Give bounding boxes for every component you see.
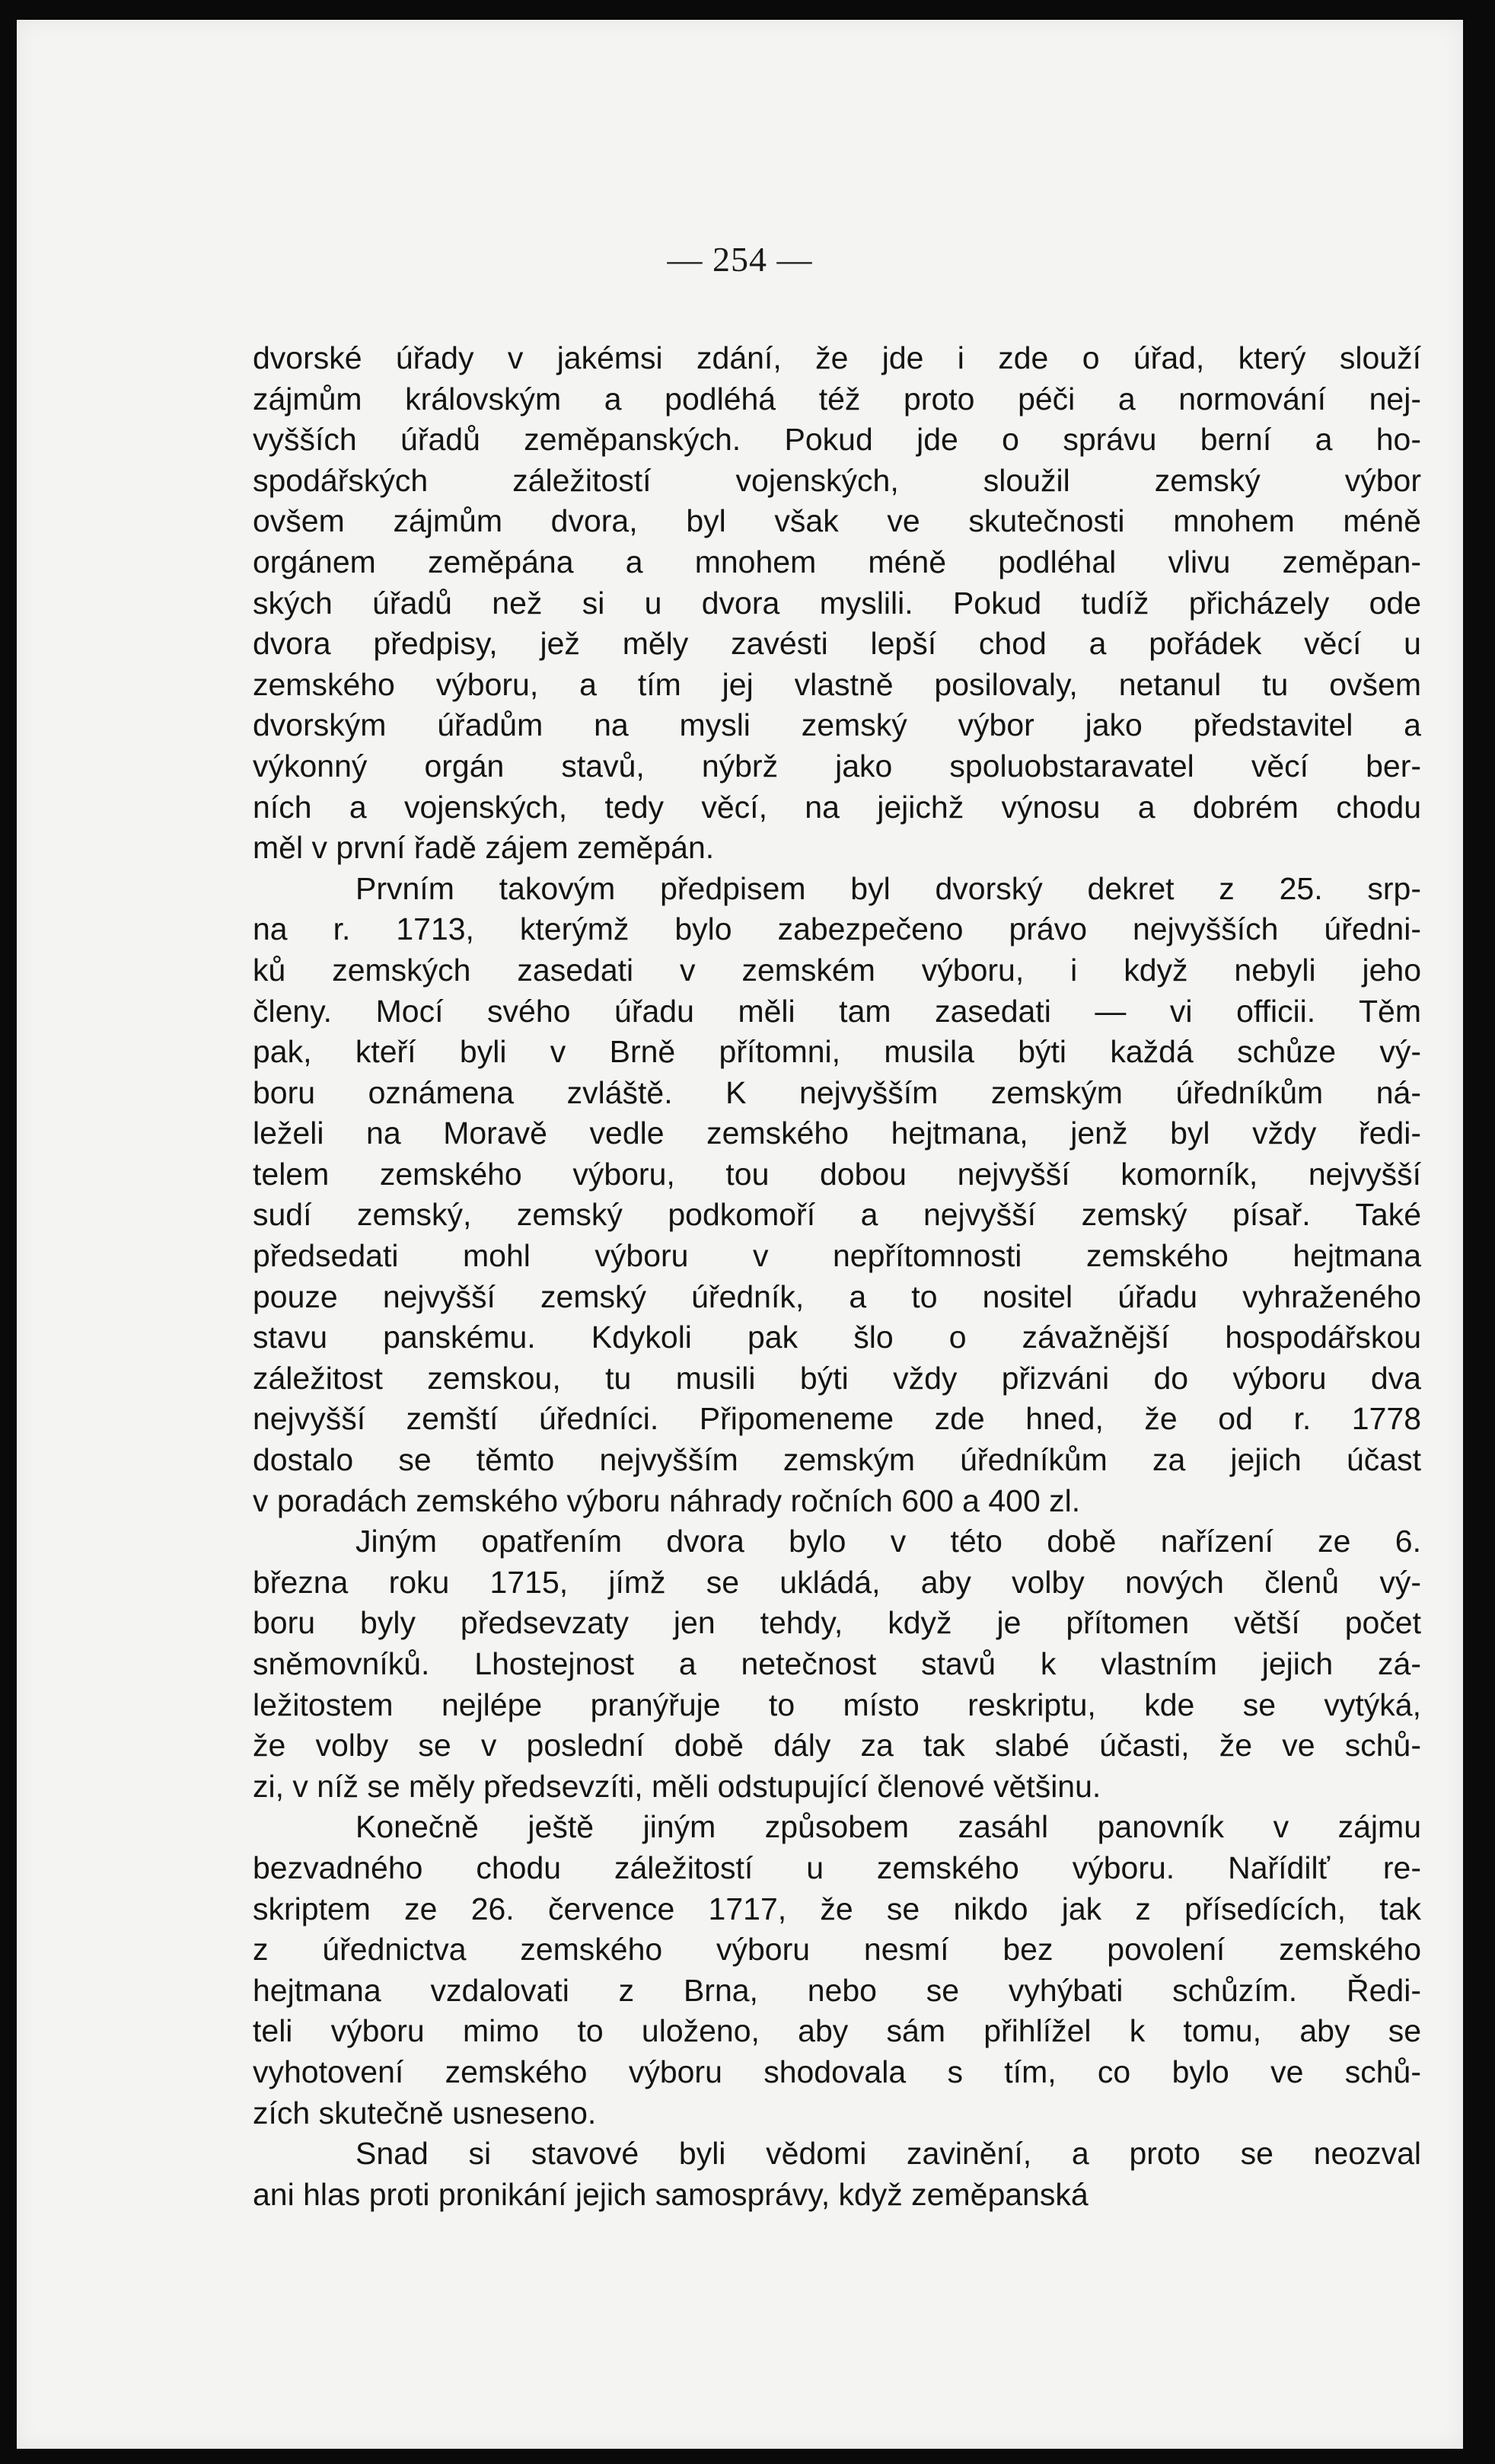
text-line: sudí zemský, zemský podkomoří a nejvyšší zemský písař. Také [253, 1197, 1421, 1233]
text-line: výkonný orgán stavů, nýbrž jako spoluobstaravatel věcí ber- [253, 748, 1421, 784]
text-line: Snad si stavové byli vědomi zavinění, a proto se neozval [355, 2136, 1421, 2172]
text-line: stavu panskému. Kdykoli pak šlo o závažnější hospodářskou [253, 1320, 1421, 1355]
text-line: vyhotovení zemského výboru shodovala s tím, co bylo ve schů- [253, 2054, 1421, 2089]
text-line: ních a vojenských, tedy věcí, na jejichž výnosu a dobrém chodu [253, 789, 1421, 825]
paragraph [253, 1807, 1421, 2134]
text-line: dvorským úřadům na mysli zemský výbor jako představitel a [253, 707, 1421, 743]
text-line: leželi na Moravě vedle zemského hejtmana, jenž byl vždy ředi- [253, 1116, 1421, 1151]
text-line: ků zemských zasedati v zemském výboru, i když nebyli jeho [253, 952, 1421, 988]
text-line: pouze nejvyšší zemský úředník, a to nositel úřadu vyhraženého [253, 1278, 1421, 1314]
text-line: ovšem zájmům dvora, byl však ve skutečnosti mnohem méně [253, 503, 1421, 539]
text-line: Jiným opatřením dvora bylo v této době nařízení ze 6. [355, 1524, 1421, 1559]
book-page [17, 20, 1463, 2449]
text-line: dvorské úřady v jakémsi zdání, že jde i zde o úřad, který slouží [253, 340, 1421, 375]
text-line: telem zemského výboru, tou dobou nejvyšší komorník, nejvyšší [253, 1156, 1421, 1192]
text-line: března roku 1715, jímž se ukládá, aby volby nových členů vý- [253, 1564, 1421, 1600]
text-line: boru oznámena zvláště. K nejvyšším zemským úředníkům ná- [253, 1074, 1421, 1110]
text-line: hejtmana vzdalovati z Brna, nebo se vyhýbati schůzím. Ředi- [253, 1972, 1421, 2008]
text-line: bezvadného chodu záležitostí u zemského výboru. Nařídilť re- [253, 1850, 1421, 1885]
paragraph [253, 1521, 1421, 1807]
text-line: předsedati mohl výboru v nepřítomnosti zemského hejtmana [253, 1238, 1421, 1274]
text-line: ležitostem nejlépe pranýřuje to místo reskriptu, kde se vytýká, [253, 1687, 1421, 1722]
text-line: dostalo se těmto nejvyšším zemským úředníkům za jejich účast [253, 1442, 1421, 1478]
text-line: Prvním takovým předpisem byl dvorský dekret z 25. srp- [355, 870, 1421, 906]
text-line: ani hlas proti pronikání jejich samosprávy, když zeměpanská [253, 2176, 1089, 2212]
page-number: — 254 — [667, 240, 813, 279]
text-line: na r. 1713, kterýmž bylo zabezpečeno právo nejvyšších úředni- [253, 911, 1421, 947]
text-line: dvora předpisy, jež měly zavésti lepší chod a pořádek věcí u [253, 626, 1421, 662]
paragraph [253, 869, 1421, 1522]
text-line: ských úřadů než si u dvora myslili. Pokud tudíž přicházely ode [253, 585, 1421, 621]
paragraph [253, 2134, 1421, 2215]
text-line: orgánem zeměpána a mnohem méně podléhal vlivu zeměpan- [253, 544, 1421, 579]
text-line: skriptem ze 26. července 1717, že se nikdo jak z přísedících, tak [253, 1891, 1421, 1926]
text-line: zích skutečně usneseno. [253, 2095, 597, 2130]
text-line: boru byly předsevzaty jen tehdy, když je přítomen větší počet [253, 1605, 1421, 1641]
text-line: zi, v níž se měly předsevzíti, měli odstupující členové většinu. [253, 1768, 1101, 1804]
text-line: zájmům královským a podléhá též proto péči a normování nej- [253, 381, 1421, 417]
text-line: že volby se v poslední době dály za tak slabé účasti, že ve schů- [253, 1728, 1421, 1763]
page-body-text [253, 338, 1421, 2215]
text-line: měl v první řadě zájem zeměpán. [253, 830, 715, 866]
text-line: spodářských záležitostí vojenských, sloužil zemský výbor [253, 462, 1421, 498]
text-line: členy. Mocí svého úřadu měli tam zasedati — vi officii. Těm [253, 993, 1421, 1029]
text-line: pak, kteří byli v Brně přítomni, musila býti každá schůze vý- [253, 1034, 1421, 1070]
text-line: Konečně ještě jiným způsobem zasáhl panovník v zájmu [355, 1809, 1421, 1845]
text-line: v poradách zemského výboru náhrady ročních 600 a 400 zl. [253, 1483, 1081, 1518]
paragraph [253, 338, 1421, 869]
text-line: teli výboru mimo to uloženo, aby sám přihlížel k tomu, aby se [253, 2013, 1421, 2049]
text-line: vyšších úřadů zeměpanských. Pokud jde o správu berní a ho- [253, 422, 1421, 458]
text-line: záležitost zemskou, tu musili býti vždy přizváni do výboru dva [253, 1360, 1421, 1396]
text-line: z úřednictva zemského výboru nesmí bez povolení zemského [253, 1932, 1421, 1968]
text-line: sněmovníků. Lhostejnost a netečnost stavů k vlastním jejich zá- [253, 1646, 1421, 1681]
text-line: nejvyšší zemští úředníci. Připomeneme zde hned, že od r. 1778 [253, 1401, 1421, 1437]
text-line: zemského výboru, a tím jej vlastně posilovaly, netanul tu ovšem [253, 666, 1421, 702]
